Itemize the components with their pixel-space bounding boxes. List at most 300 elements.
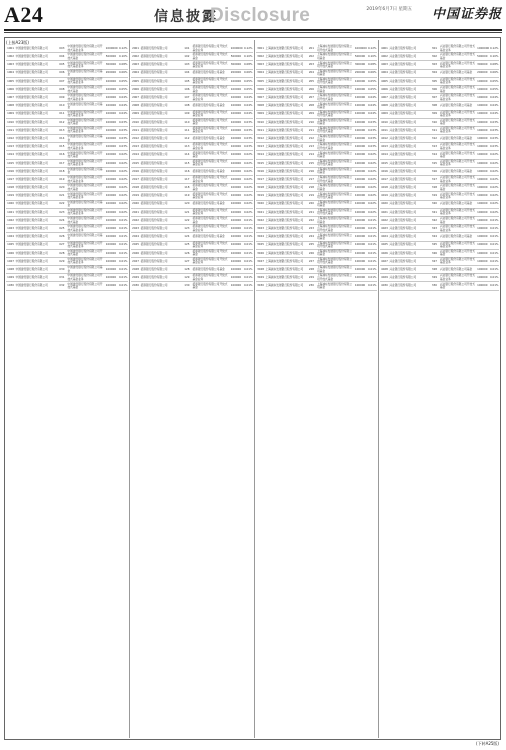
fund-code: 324	[429, 233, 439, 241]
table-row	[131, 61, 253, 69]
rate-value: 0.04%	[242, 102, 253, 110]
rate-value: 0.05%	[242, 85, 253, 93]
row-number: 3015	[256, 159, 265, 167]
fund-manager-name: 中国建设银行股份有限公司	[15, 184, 57, 192]
table-row	[380, 159, 499, 167]
row-number: 2011	[131, 126, 140, 134]
fund-code: 314	[429, 151, 439, 159]
row-number: 4022	[380, 216, 389, 224]
amount-value: 100000	[477, 143, 488, 151]
amount-value: 200000	[477, 69, 488, 77]
amount-value: 100000	[477, 135, 488, 143]
fund-description: 招商银行股份有限公司基金	[192, 233, 230, 241]
row-number: 1903	[6, 61, 15, 69]
fund-code: 104	[182, 69, 192, 77]
fund-manager-name: 兴业银行股份有限公司	[389, 192, 430, 200]
amount-value: 100000	[477, 118, 488, 126]
fund-code: 017	[57, 159, 67, 167]
rate-value: 0.03%	[242, 118, 253, 126]
row-number: 1910	[6, 118, 15, 126]
fund-manager-name: 上海浦东发展银行股份有限公司	[265, 274, 306, 282]
amount-value: 100000	[354, 257, 365, 265]
fund-manager-name: 招商银行股份有限公司	[140, 85, 182, 93]
fund-manager-name: 中国建设银行股份有限公司	[15, 192, 57, 200]
row-number: 3009	[256, 110, 265, 118]
fund-description: 兴业银行股份有限公司开放式基金	[439, 183, 475, 191]
fund-manager-name: 兴业银行股份有限公司	[389, 159, 430, 167]
fund-description: 上海浦东发展银行股份有限公司基金	[316, 102, 354, 110]
fund-description: 上海浦东发展银行股份有限公司开放式基金	[316, 257, 354, 265]
amount-value: 100000	[230, 225, 241, 233]
rate-value: 0.01%	[488, 266, 499, 274]
fund-description: 兴业银行股份有限公司基金	[439, 200, 476, 208]
rate-value: 0.10%	[488, 53, 499, 61]
fund-description: 上海浦东发展银行股份有限公司开放式基金	[316, 274, 354, 282]
amount-value: 100000	[354, 110, 365, 118]
row-number: 3025	[256, 241, 265, 249]
rate-value: 0.02%	[366, 192, 377, 200]
rate-value: 0.02%	[117, 208, 128, 216]
rate-value: 0.04%	[366, 94, 377, 102]
fund-description: 兴业银行股份有限公司开放式基金业务	[439, 175, 475, 183]
table-row	[6, 102, 128, 110]
fund-code: 329	[429, 274, 439, 282]
fund-manager-name: 招商银行股份有限公司	[140, 216, 182, 224]
fund-description: 上海浦东发展银行股份有限公司开放式基金	[316, 192, 354, 200]
fund-description: 兴业银行股份有限公司开放式基金	[439, 281, 475, 290]
amount-value: 100000	[105, 241, 116, 249]
fund-description: 招商银行股份有限公司开放式基金业务	[192, 176, 230, 184]
rate-value: 0.04%	[117, 94, 128, 102]
amount-value: 100000	[230, 274, 241, 282]
rate-value: 0.02%	[488, 176, 499, 184]
fund-description: 招商银行股份有限公司开放式基金业务	[192, 159, 230, 167]
fund-code: 312	[429, 135, 439, 143]
fund-code: 318	[429, 184, 439, 192]
table-row	[131, 257, 253, 265]
fund-manager-name: 兴业银行股份有限公司	[389, 135, 430, 143]
rate-value: 0.01%	[242, 241, 253, 249]
amount-value: 100000	[230, 200, 241, 208]
fund-description: 招商银行股份有限公司基金	[192, 102, 230, 110]
row-number: 2001	[131, 45, 140, 53]
amount-value: 100000	[477, 110, 488, 118]
amount-value: 1000000	[230, 45, 241, 53]
rate-value: 0.01%	[117, 257, 128, 265]
fund-description: 中国建设银行股份有限公司基金	[67, 167, 105, 175]
fund-manager-name: 中国建设银行股份有限公司	[15, 151, 57, 159]
row-number: 2012	[131, 135, 140, 143]
fund-manager-name: 中国建设银行股份有限公司	[15, 126, 57, 134]
amount-value: 100000	[354, 102, 365, 110]
fund-code: 102	[182, 53, 192, 61]
row-number: 2009	[131, 110, 140, 118]
fund-manager-name: 兴业银行股份有限公司	[389, 102, 430, 110]
rate-value: 0.01%	[366, 274, 377, 282]
fund-code: 123	[182, 225, 192, 233]
amount-value: 300000	[354, 61, 365, 69]
table-row	[256, 143, 377, 151]
fund-description: 招商银行股份有限公司开放式基金业务	[192, 94, 230, 102]
fund-manager-name: 上海浦东发展银行股份有限公司	[265, 184, 306, 192]
fund-manager-name: 中国建设银行股份有限公司	[15, 159, 57, 167]
row-number: 1921	[6, 208, 15, 216]
amount-value: 200000	[354, 69, 365, 77]
fund-description: 兴业银行股份有限公司基金	[439, 266, 476, 274]
amount-value: 100000	[105, 102, 116, 110]
row-number: 1930	[6, 282, 15, 290]
amount-value: 100000	[477, 274, 488, 282]
fund-manager-name: 招商银行股份有限公司	[140, 241, 182, 249]
amount-value: 1000000	[354, 45, 365, 53]
fund-manager-name: 兴业银行股份有限公司	[389, 233, 430, 241]
table-column-3	[256, 45, 377, 735]
fund-description: 上海浦东发展银行股份有限公司基金	[316, 184, 354, 192]
fund-manager-name: 上海浦东发展银行股份有限公司	[265, 200, 306, 208]
fund-description: 上海浦东发展银行股份有限公司开放式基金	[316, 61, 354, 69]
fund-manager-name: 中国建设银行股份有限公司	[15, 53, 57, 61]
table-row	[6, 192, 128, 200]
rate-value: 0.03%	[117, 118, 128, 126]
fund-description: 中国建设银行股份有限公司开放式基金业务	[67, 192, 105, 200]
fund-code: 119	[182, 192, 192, 200]
amount-value: 100000	[477, 85, 488, 93]
amount-value: 300000	[105, 61, 116, 69]
table-row	[380, 192, 499, 200]
table-row	[256, 53, 377, 61]
fund-description: 兴业银行股份有限公司开放式基金业务	[439, 109, 475, 118]
table-row	[256, 241, 377, 249]
rate-value: 0.03%	[117, 135, 128, 143]
fund-manager-name: 上海浦东发展银行股份有限公司	[265, 118, 306, 126]
row-number: 1929	[6, 274, 15, 282]
row-number: 4009	[380, 110, 389, 118]
amount-value: 100000	[105, 167, 116, 175]
fund-manager-name: 上海浦东发展银行股份有限公司	[265, 225, 306, 233]
data-table	[256, 45, 377, 291]
fund-code: 016	[57, 151, 67, 159]
amount-value: 100000	[354, 266, 365, 274]
rate-value: 0.05%	[242, 77, 253, 85]
row-number: 4001	[380, 45, 389, 53]
fund-code: 226	[306, 249, 316, 257]
row-number: 1918	[6, 184, 15, 192]
rate-value: 0.02%	[242, 208, 253, 216]
rate-value: 0.03%	[366, 135, 377, 143]
rate-value: 0.01%	[117, 233, 128, 241]
fund-manager-name: 兴业银行股份有限公司	[389, 61, 430, 69]
row-number: 3021	[256, 208, 265, 216]
amount-value: 100000	[105, 94, 116, 102]
fund-manager-name: 上海浦东发展银行股份有限公司	[265, 85, 306, 93]
fund-code: 108	[182, 102, 192, 110]
row-number: 3018	[256, 184, 265, 192]
rate-value: 0.02%	[117, 159, 128, 167]
table-row	[256, 151, 377, 159]
fund-code: 207	[306, 94, 316, 102]
rate-value: 0.05%	[366, 85, 377, 93]
fund-code: 103	[182, 61, 192, 69]
page-number: A24	[4, 2, 44, 27]
table-row	[131, 143, 253, 151]
table-row	[256, 184, 377, 192]
amount-value: 100000	[354, 94, 365, 102]
fund-manager-name: 招商银行股份有限公司	[140, 282, 182, 290]
amount-value: 100000	[105, 118, 116, 126]
fund-code: 212	[306, 135, 316, 143]
amount-value: 100000	[230, 184, 241, 192]
fund-description: 兴业银行股份有限公司开放式基金业务	[439, 240, 475, 249]
rate-value: 0.01%	[117, 274, 128, 282]
fund-description: 上海浦东发展银行股份有限公司开放式基金	[316, 225, 354, 233]
amount-value: 100000	[105, 126, 116, 134]
amount-value: 100000	[230, 143, 241, 151]
fund-description: 招商银行股份有限公司开放式基金	[192, 282, 230, 290]
rate-value: 0.02%	[117, 167, 128, 175]
fund-manager-name: 招商银行股份有限公司	[140, 159, 182, 167]
amount-value: 100000	[105, 176, 116, 184]
fund-description: 中国建设银行股份有限公司基金	[67, 233, 105, 241]
rate-value: 0.02%	[117, 200, 128, 208]
fund-description: 中国建设银行股份有限公司开放式基金业务	[67, 208, 105, 216]
amount-value: 100000	[477, 233, 488, 241]
fund-description: 招商银行股份有限公司开放式基金业务	[192, 126, 230, 134]
fund-description: 上海浦东发展银行股份有限公司基金	[316, 151, 354, 159]
fund-code: 126	[182, 249, 192, 257]
table-row	[256, 233, 377, 241]
amount-value: 100000	[477, 192, 488, 200]
amount-value: 1000000	[477, 45, 488, 53]
table-row	[380, 94, 499, 102]
row-number: 3012	[256, 135, 265, 143]
fund-description: 上海浦东发展银行股份有限公司基金	[316, 135, 354, 143]
rate-value: 0.12%	[117, 45, 128, 53]
rate-value: 0.02%	[117, 176, 128, 184]
amount-value: 100000	[477, 159, 488, 167]
table-row	[131, 126, 253, 134]
amount-value: 1000000	[105, 45, 116, 53]
fund-code: 025	[57, 225, 67, 233]
fund-description: 招商银行股份有限公司基金	[192, 266, 230, 274]
fund-code: 013	[57, 126, 67, 134]
amount-value: 100000	[477, 176, 488, 184]
fund-manager-name: 兴业银行股份有限公司	[389, 176, 430, 184]
amount-value: 100000	[105, 266, 116, 274]
amount-value: 100000	[354, 282, 365, 290]
fund-description: 上海浦东发展银行股份有限公司基金	[316, 282, 354, 290]
amount-value: 100000	[477, 200, 488, 208]
fund-code: 032	[57, 282, 67, 290]
fund-manager-name: 上海浦东发展银行股份有限公司	[265, 135, 306, 143]
amount-value: 500000	[230, 53, 241, 61]
fund-code: 327	[429, 257, 439, 265]
table-row	[380, 184, 499, 192]
fund-code: 307	[429, 94, 439, 102]
fund-code: 009	[57, 94, 67, 102]
fund-description: 中国建设银行股份有限公司基金	[67, 135, 105, 143]
fund-description: 招商银行股份有限公司基金	[192, 200, 230, 208]
row-number: 2008	[131, 102, 140, 110]
row-number: 2027	[131, 257, 140, 265]
row-number: 4012	[380, 135, 389, 143]
rate-value: 0.01%	[488, 257, 499, 265]
fund-manager-name: 兴业银行股份有限公司	[389, 200, 430, 208]
table-row	[131, 53, 253, 61]
rate-value: 0.01%	[242, 249, 253, 257]
row-number: 3024	[256, 233, 265, 241]
masthead-rule-thin	[4, 32, 502, 33]
fund-manager-name: 中国建设银行股份有限公司	[15, 94, 57, 102]
row-number: 1922	[6, 216, 15, 224]
rate-value: 0.01%	[366, 282, 377, 290]
row-number: 1904	[6, 69, 15, 77]
fund-description: 中国建设银行股份有限公司开放式基金业务	[67, 94, 105, 102]
fund-manager-name: 中国建设银行股份有限公司	[15, 61, 57, 69]
fund-manager-name: 招商银行股份有限公司	[140, 266, 182, 274]
rate-value: 0.01%	[366, 249, 377, 257]
fund-manager-name: 中国建设银行股份有限公司	[15, 216, 57, 224]
fund-manager-name: 招商银行股份有限公司	[140, 143, 182, 151]
fund-code: 105	[182, 77, 192, 85]
amount-value: 100000	[105, 159, 116, 167]
table-row	[256, 225, 377, 233]
fund-code: 228	[306, 266, 316, 274]
fund-manager-name: 招商银行股份有限公司	[140, 110, 182, 118]
fund-description: 兴业银行股份有限公司基金	[439, 69, 476, 77]
fund-code: 217	[306, 176, 316, 184]
fund-manager-name: 上海浦东发展银行股份有限公司	[265, 143, 306, 151]
rate-value: 0.01%	[242, 266, 253, 274]
rate-value: 0.02%	[117, 151, 128, 159]
fund-description: 中国建设银行股份有限公司开放式基金	[67, 151, 105, 159]
fund-manager-name: 上海浦东发展银行股份有限公司	[265, 257, 306, 265]
fund-code: 328	[429, 266, 439, 274]
rate-value: 0.01%	[117, 225, 128, 233]
fund-description: 招商银行股份有限公司开放式基金	[192, 184, 230, 192]
fund-manager-name: 中国建设银行股份有限公司	[15, 257, 57, 265]
fund-description: 中国建设银行股份有限公司开放式基金	[67, 184, 105, 192]
rate-value: 0.01%	[366, 266, 377, 274]
issue-date: 2019年6月7日 星期五	[366, 7, 412, 12]
row-number: 2014	[131, 151, 140, 159]
rate-value: 0.05%	[488, 85, 499, 93]
fund-manager-name: 中国建设银行股份有限公司	[15, 110, 57, 118]
row-number: 3030	[256, 282, 265, 290]
row-number: 1925	[6, 241, 15, 249]
amount-value: 100000	[230, 159, 241, 167]
amount-value: 100000	[477, 257, 488, 265]
fund-code: 027	[57, 241, 67, 249]
fund-manager-name: 上海浦东发展银行股份有限公司	[265, 126, 306, 134]
fund-description: 上海浦东发展银行股份有限公司开放式基金	[316, 45, 354, 53]
amount-value: 100000	[354, 208, 365, 216]
fund-manager-name: 兴业银行股份有限公司	[389, 257, 430, 265]
column-divider	[378, 40, 379, 738]
fund-manager-name: 中国建设银行股份有限公司	[15, 249, 57, 257]
amount-value: 100000	[105, 225, 116, 233]
fund-description: 中国建设银行股份有限公司开放式基金业务	[67, 143, 105, 151]
fund-code: 223	[306, 225, 316, 233]
fund-code: 015	[57, 143, 67, 151]
amount-value: 100000	[354, 151, 365, 159]
row-number: 2004	[131, 69, 140, 77]
fund-code: 006	[57, 69, 67, 77]
amount-value: 100000	[354, 274, 365, 282]
fund-code: 023	[57, 208, 67, 216]
row-number: 3014	[256, 151, 265, 159]
fund-code: 315	[429, 159, 439, 167]
data-table	[6, 45, 128, 291]
amount-value: 100000	[477, 151, 488, 159]
fund-description: 兴业银行股份有限公司开放式基金业务	[439, 93, 475, 101]
fund-description: 中国建设银行股份有限公司开放式基金业务	[67, 61, 105, 69]
table-row	[6, 241, 128, 249]
fund-manager-name: 上海浦东发展银行股份有限公司	[265, 216, 306, 224]
fund-description: 招商银行股份有限公司开放式基金业务	[192, 208, 230, 216]
row-number: 2017	[131, 176, 140, 184]
row-number: 1913	[6, 143, 15, 151]
rate-value: 0.02%	[242, 176, 253, 184]
fund-description: 招商银行股份有限公司开放式基金业务	[192, 143, 230, 151]
fund-description: 兴业银行股份有限公司开放式基金业务	[439, 158, 475, 167]
fund-description: 招商银行股份有限公司开放式基金	[192, 216, 230, 224]
amount-value: 100000	[477, 266, 488, 274]
fund-description: 中国建设银行股份有限公司开放式基金业务	[67, 225, 105, 233]
fund-code: 125	[182, 241, 192, 249]
table-row	[256, 102, 377, 110]
fund-description: 招商银行股份有限公司开放式基金业务	[192, 45, 230, 53]
fund-description: 上海浦东发展银行股份有限公司基金	[316, 216, 354, 224]
rate-value: 0.06%	[488, 69, 499, 77]
fund-code: 309	[429, 110, 439, 118]
amount-value: 100000	[230, 135, 241, 143]
amount-value: 100000	[230, 110, 241, 118]
rate-value: 0.02%	[488, 151, 499, 159]
rate-value: 0.01%	[117, 249, 128, 257]
fund-manager-name: 兴业银行股份有限公司	[389, 110, 430, 118]
row-number: 4018	[380, 184, 389, 192]
table-row	[380, 241, 499, 249]
fund-code: 205	[306, 77, 316, 85]
row-number: 2016	[131, 167, 140, 175]
row-number: 4013	[380, 143, 389, 151]
fund-code: 214	[306, 151, 316, 159]
fund-manager-name: 兴业银行股份有限公司	[389, 241, 430, 249]
rate-value: 0.01%	[242, 282, 253, 290]
amount-value: 500000	[354, 53, 365, 61]
fund-description: 招商银行股份有限公司开放式基金业务	[192, 110, 230, 118]
row-number: 1912	[6, 135, 15, 143]
amount-value: 100000	[354, 200, 365, 208]
fund-code: 026	[57, 233, 67, 241]
row-number: 3029	[256, 274, 265, 282]
rate-value: 0.04%	[117, 102, 128, 110]
fund-manager-name: 上海浦东发展银行股份有限公司	[265, 53, 306, 61]
fund-manager-name: 上海浦东发展银行股份有限公司	[265, 69, 306, 77]
row-number: 3026	[256, 249, 265, 257]
amount-value: 100000	[477, 241, 488, 249]
fund-description: 上海浦东发展银行股份有限公司开放式基金	[316, 208, 354, 216]
amount-value: 100000	[477, 184, 488, 192]
amount-value: 100000	[354, 135, 365, 143]
section-title: 信息披露	[154, 9, 218, 25]
fund-description: 兴业银行股份有限公司基金	[439, 135, 476, 143]
row-number: 4006	[380, 85, 389, 93]
rate-value: 0.02%	[366, 151, 377, 159]
row-number: 3010	[256, 118, 265, 126]
fund-code: 222	[306, 216, 316, 224]
row-number: 1924	[6, 233, 15, 241]
